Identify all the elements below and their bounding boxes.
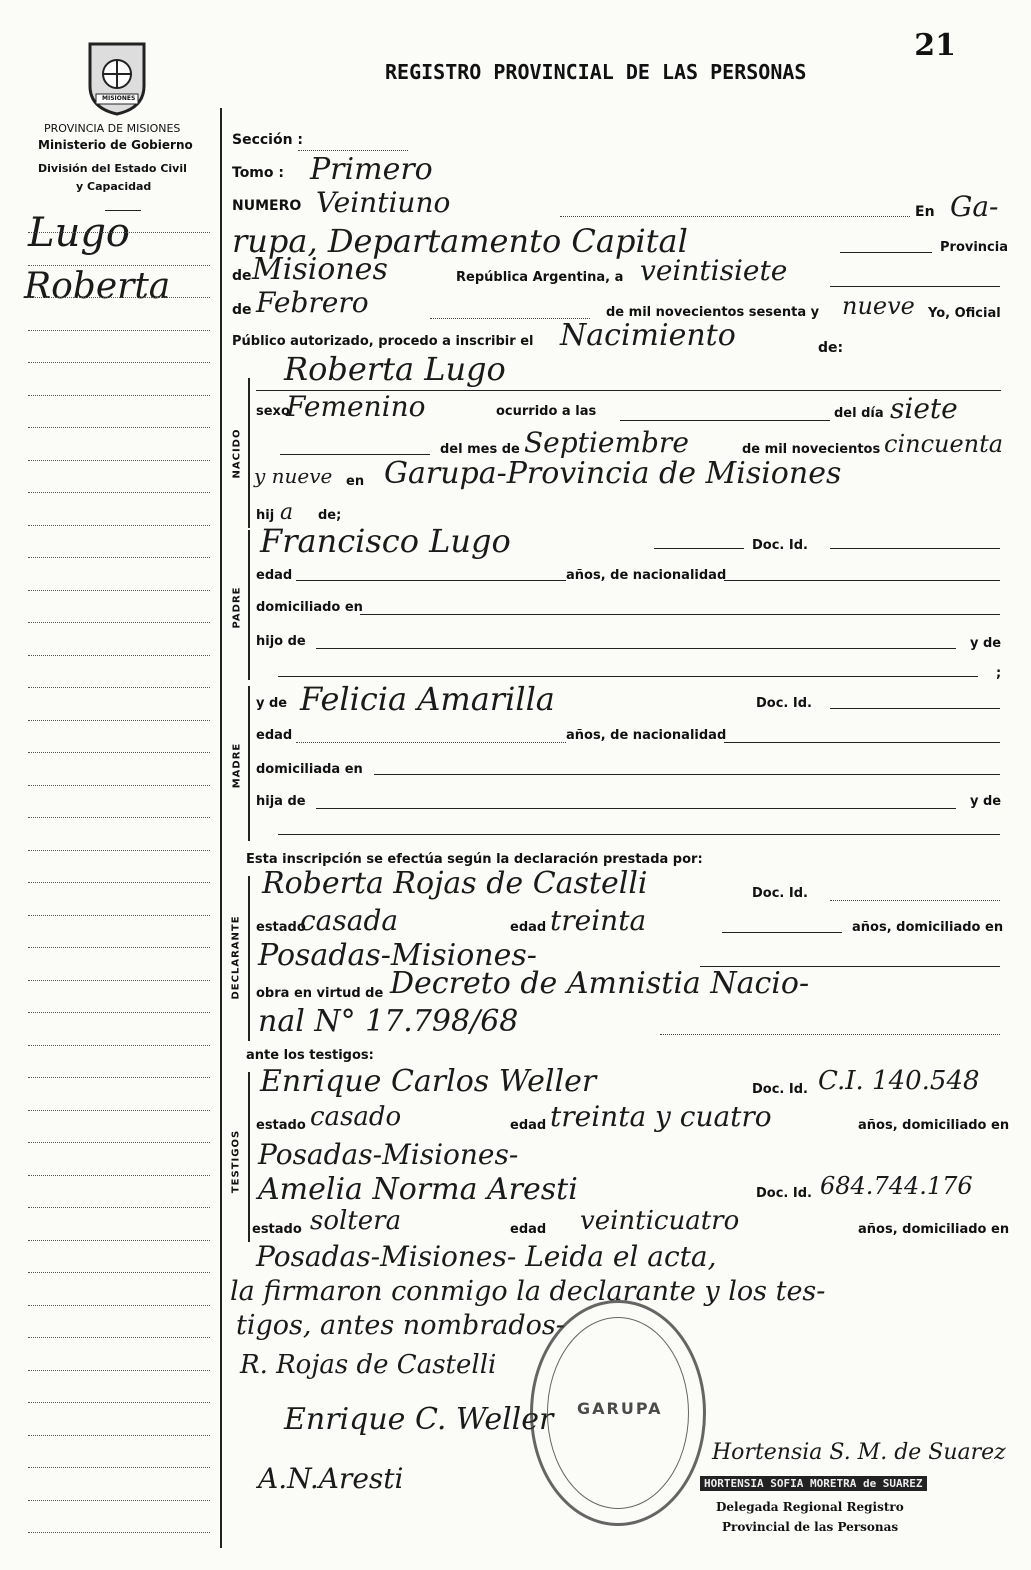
margin-rule-line — [28, 1045, 210, 1046]
testigo2-value: Amelia Norma Aresti — [258, 1172, 578, 1207]
testigo1-value: Enrique Carlos Weller — [260, 1064, 597, 1099]
en-value: Ga- — [950, 190, 999, 223]
margin-rule-line — [28, 330, 210, 331]
madre-bar — [248, 686, 250, 841]
margin-rule-line — [28, 1272, 210, 1273]
division-label: División del Estado Civil — [38, 162, 187, 175]
tipo-value: Nacimiento — [560, 318, 736, 353]
cierre-line-2: tigos, antes nombrados- — [236, 1310, 565, 1341]
margin-divider — [220, 108, 222, 1548]
seal-label: MISIONES — [102, 95, 136, 102]
republica-label: República Argentina, a — [456, 270, 624, 285]
padre-value: Francisco Lugo — [260, 522, 511, 560]
firma-declarante: R. Rojas de Castelli — [240, 1350, 497, 1380]
margin-rule-line — [28, 525, 210, 526]
provincia-label: Provincia — [940, 240, 1008, 255]
en-label: En — [915, 204, 935, 220]
testigo1-dom-value: Posadas-Misiones- — [258, 1138, 519, 1171]
hij-suffix: a — [280, 500, 294, 525]
declarante-doc-label: Doc. Id. — [752, 886, 808, 901]
margin-rule-line — [28, 232, 210, 233]
margin-rule-line — [28, 1337, 210, 1338]
tomo-value: Primero — [310, 152, 433, 187]
anio-value: cincuenta — [884, 430, 1004, 458]
del-dia-label: del día — [834, 406, 884, 421]
mes-value: Septiembre — [524, 426, 689, 459]
side-declarante: DECLARANTE — [230, 915, 242, 1000]
page-title: REGISTRO PROVINCIAL DE LAS PERSONAS — [385, 60, 807, 84]
margin-rule-line — [28, 785, 210, 786]
padre-anos-label: años, de nacionalidad — [566, 568, 727, 583]
testigo2-edad-value: veinticuatro — [580, 1206, 740, 1236]
declarante-bar — [248, 876, 250, 1041]
margin-rule-line — [28, 1435, 210, 1436]
de-colon-label: de: — [818, 340, 844, 356]
side-madre: MADRE — [231, 742, 243, 789]
margin-rule-line — [28, 1207, 210, 1208]
margin-rule-line — [28, 1012, 210, 1013]
del-mes-label: del mes de — [440, 442, 520, 457]
madre-yde2-label: y de — [970, 794, 1002, 809]
margin-surname: Lugo — [28, 210, 131, 256]
division-label-2: y Capacidad — [76, 180, 152, 193]
stamp-text: GARUPA — [577, 1399, 663, 1418]
lugar-value: rupa, Departamento Capital — [232, 222, 688, 260]
margin-given-name: Roberta — [24, 266, 171, 307]
padre-domicilio-label: domiciliado en — [256, 600, 363, 615]
province-label: PROVINCIA DE MISIONES — [44, 122, 181, 135]
margin-rule-line — [28, 1077, 210, 1078]
testigo2-dom-value: Posadas-Misiones- Leida el acta, — [256, 1240, 717, 1273]
margin-rule-line — [28, 1175, 210, 1176]
testigo1-doc-label: Doc. Id. — [752, 1082, 808, 1097]
testigo1-edad-value: treinta y cuatro — [550, 1100, 772, 1133]
testigo1-estado-value: casado — [310, 1102, 402, 1132]
de-semicolon-label: de; — [318, 508, 342, 523]
anio-acta-value: nueve — [842, 292, 915, 320]
dia-acta-value: veintisiete — [640, 254, 788, 287]
nacido-bar — [248, 378, 250, 528]
testigo2-doc-label: Doc. Id. — [756, 1186, 812, 1201]
margin-rule-line — [28, 427, 210, 428]
testigo2-estado-value: soltera — [310, 1206, 402, 1236]
declarante-value: Roberta Rojas de Castelli — [262, 866, 648, 901]
padre-hijo-label: hijo de — [256, 634, 306, 649]
decreto2-value: nal N° 17.798/68 — [258, 1004, 519, 1039]
side-nacido: NACIDO — [231, 428, 243, 479]
numero-label: NUMERO — [232, 198, 302, 214]
margin-rule-line — [28, 590, 210, 591]
official-stamp — [530, 1300, 706, 1526]
padre-doc-label: Doc. Id. — [752, 538, 808, 553]
margin-rule-line — [28, 1305, 210, 1306]
madre-yde-label: y de — [256, 696, 288, 711]
mes-acta-value: Febrero — [256, 286, 369, 319]
margin-rule-line — [28, 492, 210, 493]
testigo1-anos-label: años, domiciliado en — [858, 1118, 1010, 1133]
declarante-estado-value: casada — [300, 904, 399, 937]
firma-oficial: Hortensia S. M. de Suarez — [712, 1440, 1006, 1465]
declarante-estado-label: estado — [256, 920, 306, 935]
tomo-label: Tomo : — [232, 165, 284, 181]
madre-anos-label: años, de nacionalidad — [566, 728, 727, 743]
declarante-dom-value: Posadas-Misiones- — [258, 938, 537, 973]
side-testigos: TESTIGOS — [230, 1129, 242, 1194]
margin-rule-line — [28, 1370, 210, 1371]
margin-rule-line — [28, 687, 210, 688]
testigo1-estado-label: estado — [256, 1118, 306, 1133]
declarante-edad-label: edad — [510, 920, 547, 935]
margin-rule-line — [28, 395, 210, 396]
testigo2-doc-value: 684.744.176 — [820, 1172, 973, 1200]
madre-hija-label: hija de — [256, 794, 306, 809]
margin-rule-line — [28, 817, 210, 818]
page-number: 21 — [914, 28, 956, 63]
province-seal — [82, 36, 152, 116]
cierre-line-1: la firmaron conmigo la declarante y los tes- — [230, 1276, 826, 1307]
numero-value: Veintiuno — [316, 186, 451, 219]
margin-rule-line — [28, 1402, 210, 1403]
testigo2-edad-label: edad — [510, 1222, 547, 1237]
testigo1-doc-value: C.I. 140.548 — [818, 1066, 980, 1096]
decreto1-value: Decreto de Amnistia Nacio- — [390, 966, 810, 1001]
margin-rule-line — [28, 1467, 210, 1468]
margin-rule-line — [28, 882, 210, 883]
padre-bar — [248, 530, 250, 680]
margin-rule-line — [28, 720, 210, 721]
anio2-value: y nueve — [254, 464, 333, 488]
declaracion-label: Esta inscripción se efectúa según la declaración prestada por: — [246, 852, 703, 867]
de-mil-label: de mil novecientos sesenta y — [606, 305, 820, 320]
margin-rule-line — [28, 980, 210, 981]
margin-rule-line — [28, 460, 210, 461]
oficial-name: HORTENSIA SOFIA MORETRA de SUAREZ — [700, 1476, 927, 1491]
testigos-bar — [248, 1072, 250, 1242]
margin-rule-line — [28, 297, 210, 298]
nombre-value: Roberta Lugo — [284, 350, 506, 388]
provincia-value: Misiones — [252, 252, 388, 287]
margin-rule-line — [28, 1532, 210, 1533]
padre-yde-label: y de — [970, 636, 1002, 651]
hij-label: hij — [256, 508, 275, 523]
testigo1-edad-label: edad — [510, 1118, 547, 1133]
margin-rule-line — [28, 265, 210, 266]
sexo-label: sexo — [256, 404, 290, 419]
testigo2-anos-label: años, domiciliado en — [858, 1222, 1010, 1237]
firma-testigo1: Enrique C. Weller — [284, 1402, 554, 1437]
margin-rule-line — [28, 1142, 210, 1143]
margin-rule-line — [28, 850, 210, 851]
margin-rule-line — [28, 655, 210, 656]
obra-label: obra en virtud de — [256, 986, 384, 1001]
margin-rule-line — [28, 947, 210, 948]
margin-rule-line — [28, 362, 210, 363]
margin-rule-line — [28, 557, 210, 558]
margin-rule-line — [28, 622, 210, 623]
de-label-2: de — [232, 302, 252, 318]
seccion-label: Sección : — [232, 132, 304, 148]
firma-testigo2: A.N.Aresti — [258, 1462, 404, 1495]
side-padre: PADRE — [231, 586, 243, 629]
madre-edad-label: edad — [256, 728, 293, 743]
declarante-anos-label: años, domiciliado en — [852, 920, 1004, 935]
declarante-edad-value: treinta — [550, 904, 647, 937]
ocurrido-label: ocurrido a las — [496, 404, 597, 419]
padre-edad-label: edad — [256, 568, 293, 583]
dia-value: siete — [890, 392, 958, 425]
madre-domicilio-label: domiciliada en — [256, 762, 363, 777]
mil-nov-label: de mil novecientos — [742, 442, 881, 457]
lugar-nac-value: Garupa-Provincia de Misiones — [384, 456, 842, 491]
madre-value: Felicia Amarilla — [300, 680, 555, 718]
padre-semicolon: ; — [996, 666, 1002, 681]
margin-rule-line — [28, 1240, 210, 1241]
margin-rule-line — [28, 1500, 210, 1501]
madre-doc-label: Doc. Id. — [756, 696, 812, 711]
testigo2-estado-label: estado — [252, 1222, 302, 1237]
yo-oficial-label: Yo, Oficial — [928, 306, 1001, 321]
margin-rule-line — [28, 915, 210, 916]
oficial-title: Delegada Regional Registro — [716, 1500, 904, 1514]
margin-rule-line — [28, 1110, 210, 1111]
ministry-label: Ministerio de Gobierno — [38, 138, 193, 152]
oficial-title-2: Provincial de las Personas — [722, 1520, 899, 1534]
publico-label: Público autorizado, procedo a inscribir el — [232, 334, 534, 349]
sexo-value: Femenino — [286, 390, 426, 423]
en2-label: en — [346, 474, 365, 489]
margin-rule-line — [28, 752, 210, 753]
testigos-label: ante los testigos: — [246, 1048, 374, 1063]
de-label: de — [232, 268, 252, 284]
